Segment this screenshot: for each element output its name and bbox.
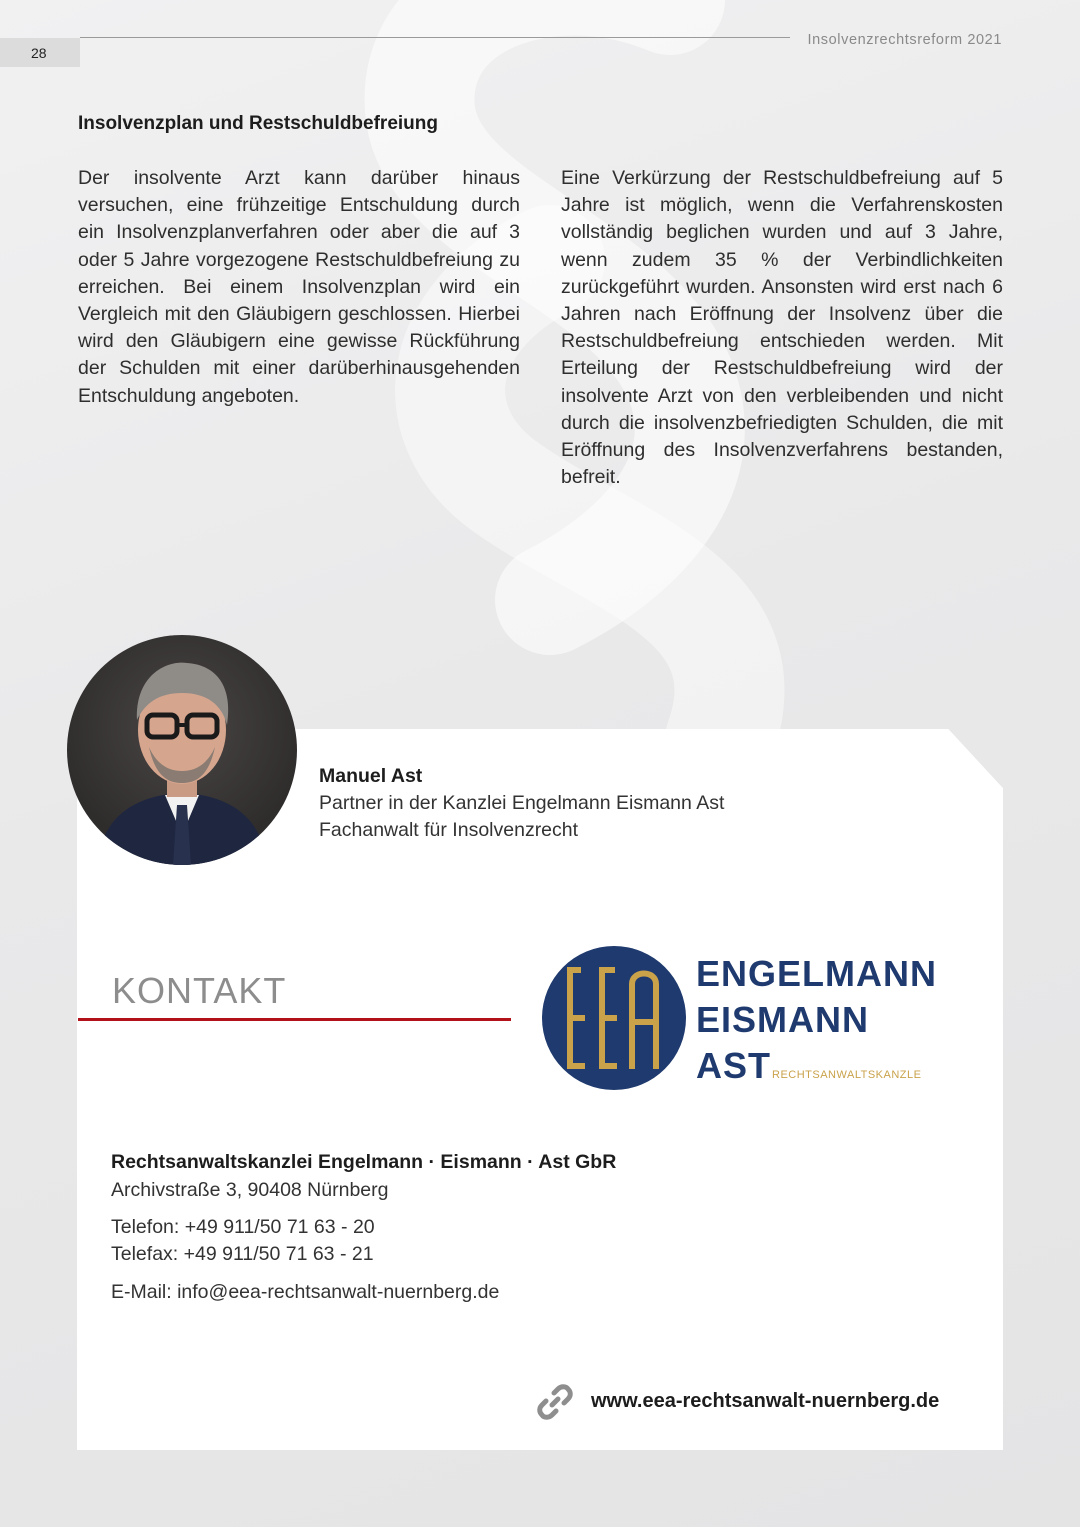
firm-logo — [540, 944, 960, 1094]
link-icon — [537, 1384, 573, 1420]
author-title: Fachanwalt für Insolvenzrecht — [319, 819, 579, 841]
page-number: 28 — [0, 38, 80, 67]
author-role: Partner in der Kanzlei Engelmann Eismann Ast — [319, 792, 725, 814]
firm-name: Rechtsanwaltskanzlei Engelmann · Eismann · Ast GbR — [111, 1151, 617, 1173]
author-portrait — [67, 635, 297, 865]
logo-line2: EISMANN — [696, 999, 870, 1040]
running-header: Insolvenzrechtsreform 2021 — [807, 32, 1002, 48]
fax-number: Telefax: +49 911/50 71 63 - 21 — [111, 1243, 374, 1265]
text-column-right — [561, 165, 1003, 491]
paragraph: Eine Verkürzung der Restschuldbefreiung auf 5 Jahre ist möglich, wenn die Verfahrenskosten vollständig beglichen wurden und auf 3 Jahre, wenn zudem 35 % der Verbindlichkeiten zurückgeführt wurden. Ansonsten wird erst nach 6 Jahren nach Eröffnung der Insolvenz über die Restschuldbefreiung entschieden werden. Mit Erteilung der Restschuldbefreiung wird der insolvente Arzt von den verbleibenden und nicht durch die insolvenzbefriedigten Schulden, die mit Eröffnung des Insolvenzverfahrens bestanden, befreit. — [561, 167, 1003, 489]
firm-address: Archivstraße 3, 90408 Nürnberg — [111, 1179, 389, 1201]
logo-line3: AST — [696, 1045, 771, 1086]
logo-line1: ENGELMANN — [696, 953, 937, 994]
contact-heading: KONTAKT — [112, 970, 287, 1011]
header-rule — [80, 37, 790, 38]
portrait-illustration — [67, 635, 297, 865]
contact-rule — [78, 1018, 511, 1021]
website-link[interactable]: www.eea-rechtsanwalt-nuernberg.de — [591, 1390, 940, 1412]
text-column-left — [78, 165, 520, 410]
phone-number: Telefon: +49 911/50 71 63 - 20 — [111, 1216, 375, 1238]
paragraph: Der insolvente Arzt kann darüber hinaus versuchen, eine frühzeitige Entschuldung durch ein Insolvenzplanverfahren oder aber die auf 3 oder 5 Jahre vorgezogene Restschuldbefreiung zu erreichen. Bei einem Insolvenzplan wird ein Vergleich mit den Gläubigern geschlossen. Hierbei wird den Gläubigern eine gewisse Rückführung der Schulden mit einer darüberhinausgehenden Entschuldung angeboten. — [78, 167, 520, 407]
author-name: Manuel Ast — [319, 765, 423, 787]
logo-tagline: RECHTSANWALTSKANZLE — [772, 1069, 922, 1081]
section-heading: Insolvenzplan und Restschuldbefreiung — [78, 113, 438, 134]
email-address[interactable]: E-Mail: info@eea-rechtsanwalt-nuernberg.de — [111, 1281, 500, 1303]
